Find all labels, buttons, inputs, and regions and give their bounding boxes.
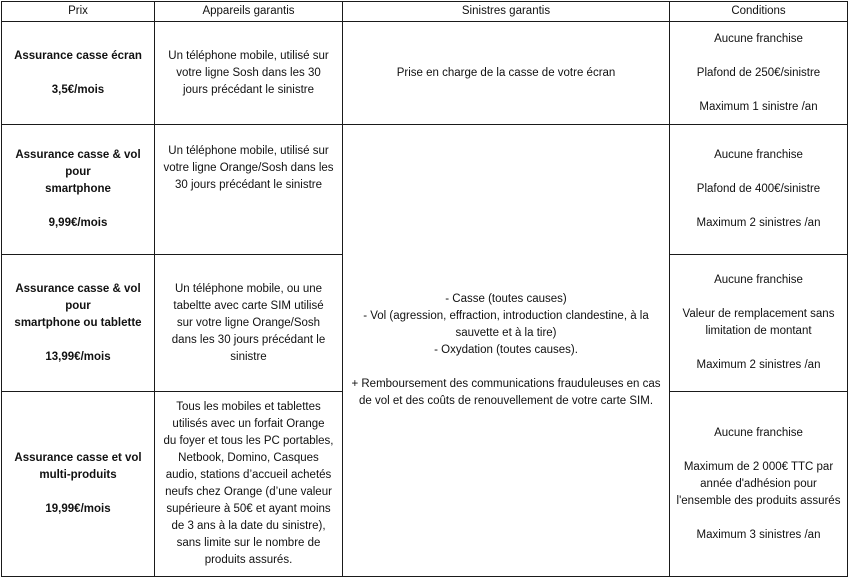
condition-maximum-montant: Maximum de 2 000€ TTC par année d'adhésion pour l'ensemble des produits assurés — [676, 460, 841, 507]
condition-maximum: Maximum 2 sinistres /an — [696, 359, 821, 371]
table-row — [2, 22, 848, 125]
condition-plafond: Plafond de 250€/sinistre — [696, 66, 821, 79]
conditions-cell — [670, 22, 848, 125]
header-prix: Prix — [2, 2, 155, 22]
offer-cell — [2, 255, 155, 392]
condition-plafond: Plafond de 400€/sinistre — [696, 183, 821, 195]
offer-cell — [2, 392, 155, 577]
conditions-cell — [670, 125, 848, 255]
sinistres-merged-cell — [343, 125, 670, 577]
offer-cell — [2, 22, 155, 125]
header-row — [2, 2, 848, 22]
condition-maximum: Maximum 3 sinistres /an — [696, 528, 821, 541]
conditions-cell — [670, 392, 848, 577]
table-row — [2, 125, 848, 255]
sinistres-extra: + Remboursement des communications frauduleuses en cas de vol et des coûts de renouvellement de votre carte SIM. — [351, 378, 661, 407]
condition-franchise: Aucune franchise — [714, 426, 803, 439]
condition-valeur: Valeur de remplacement sans limitation de montant — [682, 308, 835, 337]
sinistres-cell: Prise en charge de la casse de votre écran — [343, 22, 670, 125]
appareils-cell: Un téléphone mobile, utilisé sur votre ligne Sosh dans les 30 jours précédant le sinistre — [155, 22, 343, 125]
offer-price: 3,5€/mois — [51, 83, 105, 96]
offer-name: Assurance casse et vol multi-produits — [14, 452, 142, 481]
offer-price: 19,99€/mois — [45, 503, 111, 515]
appareils-cell: Tous les mobiles et tablettes utilisés avec un forfait Orange du foyer et tous les PC portables, Netbook, Domino, Casques audio, stations d’accueil achetés neufs chez Orange (d’une valeur supérieure à 50€ et ayant moins de 3 ans à la date du sinistre), sans limite sur le nombre de produits assurés. — [155, 392, 343, 577]
offer-price: 9,99€/mois — [48, 217, 108, 229]
condition-franchise: Aucune franchise — [714, 32, 803, 45]
header-conditions: Conditions — [670, 2, 848, 22]
condition-franchise: Aucune franchise — [714, 149, 803, 161]
appareils-cell: Un téléphone mobile, utilisé sur votre ligne Orange/Sosh dans les 30 jours précédant le sinistre — [155, 125, 343, 255]
condition-maximum: Maximum 2 sinistres /an — [696, 217, 821, 229]
conditions-cell — [670, 255, 848, 392]
insurance-comparison-table — [1, 1, 848, 577]
offer-name: Assurance casse & vol pour smartphone — [15, 149, 141, 195]
condition-franchise: Aucune franchise — [714, 274, 803, 286]
offer-name: Assurance casse écran — [14, 49, 142, 62]
offer-name: Assurance casse & vol pour smartphone ou tablette — [14, 282, 142, 329]
header-appareils: Appareils garantis — [155, 2, 343, 22]
appareils-cell: Un téléphone mobile, ou une tabeltte avec carte SIM utilisé sur votre ligne Orange/Sosh dans les 30 jours précédant le sinistre — [155, 255, 343, 392]
offer-price: 13,99€/mois — [45, 350, 111, 363]
condition-maximum: Maximum 1 sinistre /an — [699, 100, 818, 113]
sinistres-list: - Casse (toutes causes) - Vol (agression, effraction, introduction clandestine, à la sauvette et à la tire) - Oxydation (toutes causes). — [363, 293, 649, 356]
header-sinistres: Sinistres garantis — [343, 2, 670, 22]
offer-cell — [2, 125, 155, 255]
